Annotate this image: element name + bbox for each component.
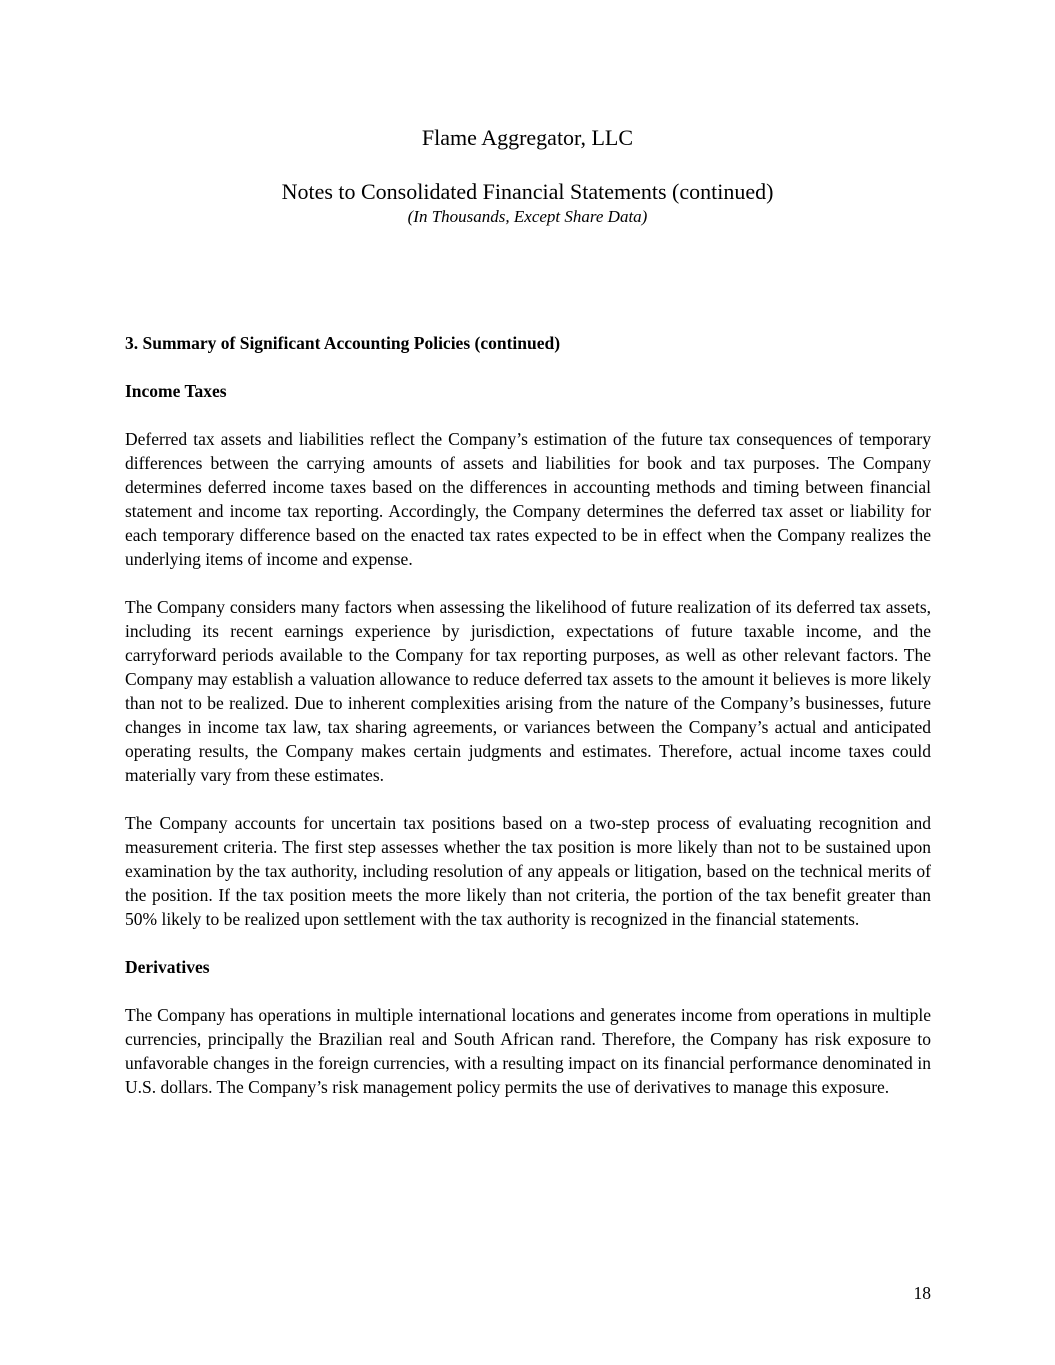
income-taxes-paragraph-2: The Company considers many factors when assessing the likelihood of future realization of its deferred tax assets, including its recent earnings experience by jurisdiction, expectations of future taxable income, and the carryforward periods available to the Company for tax reporting purposes, as well as other relevant factors. The Company may establish a valuation allowance to reduce deferred tax assets to the amount it believes is more likely than not to be realized. Due to inherent complexities arising from the nature of the Company’s businesses, future changes in income tax law, tax sharing agreements, or variances between the Company’s actual and anticipated operating results, the Company makes certain judgments and estimates. Therefore, actual income taxes could materially vary from these estimates. [125, 597, 931, 785]
document-subtitle: (In Thousands, Except Share Data) [407, 207, 648, 226]
document-body [125, 331, 931, 1123]
derivatives-heading: Derivatives [125, 957, 210, 977]
section-heading: 3. Summary of Significant Accounting Policies (continued) [125, 333, 561, 353]
income-taxes-heading: Income Taxes [125, 381, 227, 401]
document-title: Notes to Consolidated Financial Statements (continued) [281, 179, 774, 204]
derivatives-paragraph-1: The Company has operations in multiple international locations and generates income from operations in multiple currencies, principally the Brazilian real and South African rand. Therefore, the Company has risk exposure to unfavorable changes in the foreign currencies, with a resulting impact on its financial performance denominated in U.S. dollars. The Company’s risk management policy permits the use of derivatives to manage this exposure. [125, 1005, 931, 1097]
income-taxes-paragraph-3: The Company accounts for uncertain tax positions based on a two-step process of evaluating recognition and measurement criteria. The first step assesses whether the tax position is more likely than not to be sustained upon examination by the tax authority, including resolution of any appeals or litigation, based on the technical merits of the position. If the tax position meets the more likely than not criteria, the portion of the tax benefit greater than 50% likely to be realized upon settlement with the tax authority is recognized in the financial statements. [125, 813, 931, 929]
company-name: Flame Aggregator, LLC [421, 125, 634, 150]
page-number: 18 [913, 1283, 931, 1303]
income-taxes-paragraph-1: Deferred tax assets and liabilities reflect the Company’s estimation of the future tax consequences of temporary differences between the carrying amounts of assets and liabilities for book and tax purposes. The Company determines deferred income taxes based on the differences in accounting methods and timing between financial statement and income tax reporting. Accordingly, the Company determines the deferred tax asset or liability for each temporary difference based on the enacted tax rates expected to be in effect when the Company realizes the underlying items of income and expense. [125, 429, 931, 569]
page-header [0, 124, 1055, 228]
